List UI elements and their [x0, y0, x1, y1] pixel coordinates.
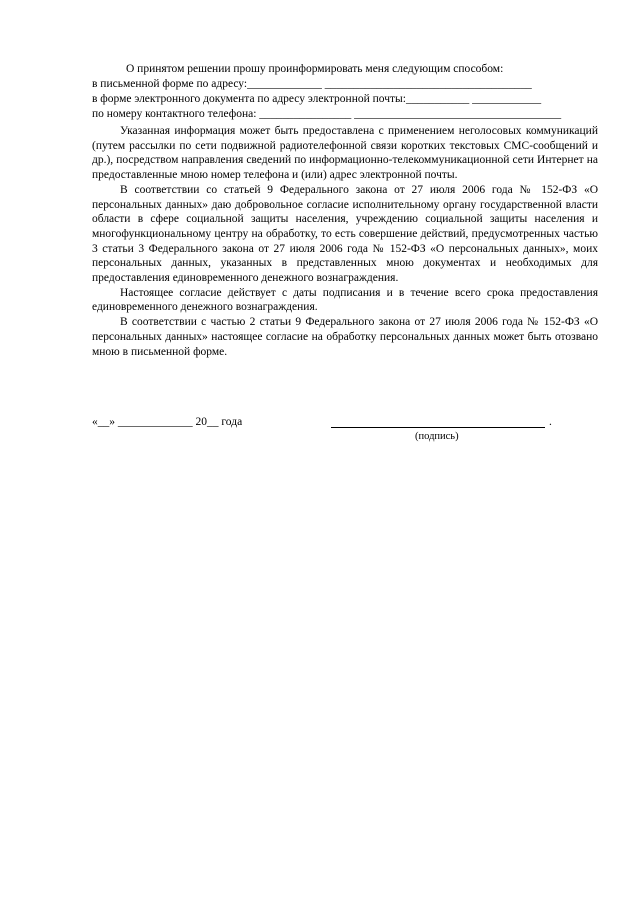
paragraph-consent-duration: Настоящее согласие действует с даты подписания и в течение всего срока предоставления единовременного денежного вознаграждения.: [92, 286, 598, 314]
paragraph-notification-channels: Указанная информация может быть предоставлена с применением неголосовых коммуникаций (путем рассылки по сети подвижной радиотелефонной связи коротких текстовых СМС-сообщений и др.), посредством направления сведений по информационно-телекоммуникационной сети Интернет на предоставленные мною номер телефона и (или) адрес электронной почты.: [92, 125, 598, 182]
email-address-line: в форме электронного документа по адресу электронной почты:___________ ____________: [92, 93, 542, 105]
paragraph-personal-data-consent: В соответствии со статьей 9 Федерального закона от 27 июля 2006 года № 152-ФЗ «О персональных данных» даю добровольное согласие исполнительному органу государственной власти области в сфере социальной защиты населения, учреждению социальной защиты населения и многофункциональному центру на обработку, то есть совершение действий, предусмотренных частью 3 статьи 3 Федерального закона от 27 июля 2006 года № 152-ФЗ «О персональных данных», моих персональных данных, указанных в представленных мною документах и необходимых для предоставления единовременного денежного вознаграждения.: [92, 183, 598, 285]
postal-address-line: в письменной форме по адресу:_____________ ____________________________________: [92, 78, 532, 90]
phone-number-line: по номеру контактного телефона: ________________ ____________________________________: [92, 108, 562, 120]
signature-date-line: «__» _____________ 20__ года: [92, 416, 243, 428]
notification-heading: О принятом решении прошу проинформировать меня следующим способом:: [126, 63, 504, 75]
signature-underline: [331, 427, 545, 428]
signature-caption: (подпись): [415, 431, 459, 442]
paragraph-consent-withdrawal: В соответствии с частью 2 статьи 9 Федерального закона от 27 июля 2006 года № 152-ФЗ «О персональных данных» настоящее согласие на обработку персональных данных может быть отозвано мною в письменной форме.: [92, 316, 598, 358]
consent-body: [92, 124, 598, 359]
signature-end-mark: .: [549, 416, 552, 428]
